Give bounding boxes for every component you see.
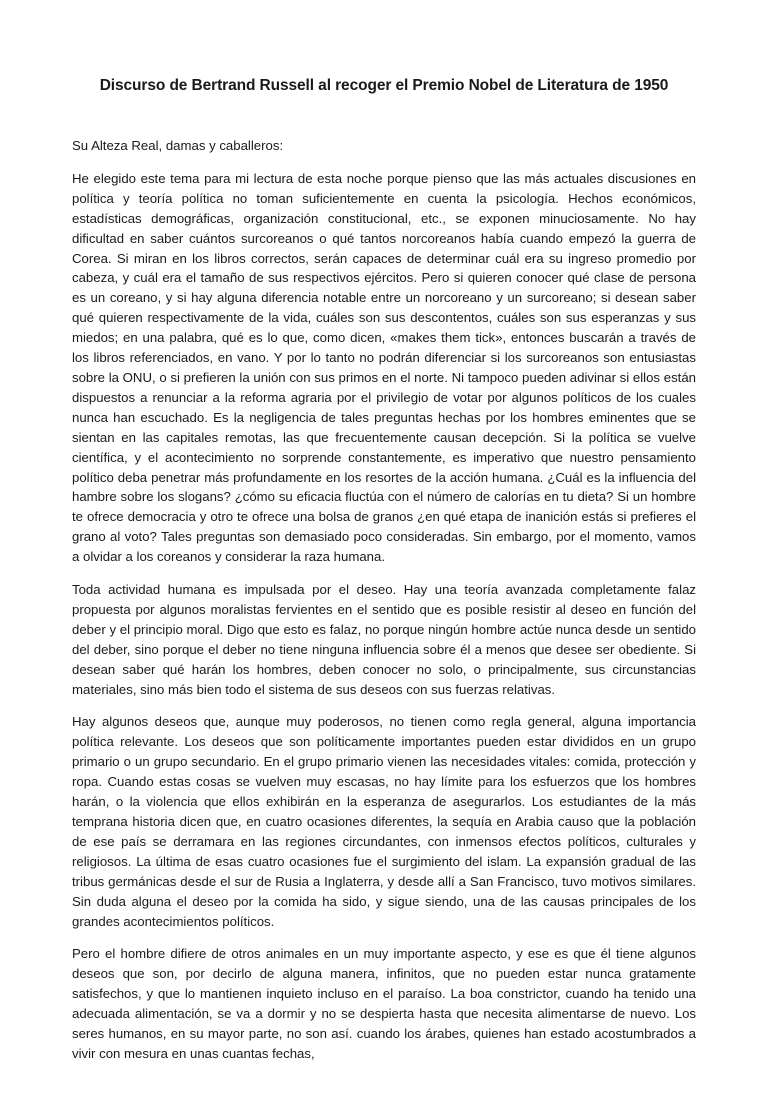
paragraph-2: Toda actividad humana es impulsada por el deseo. Hay una teoría avanzada completamente falaz propuesta por algunos moralistas fervientes en el sentido que es posible resistir al deseo en función del deber y el principio moral. Digo que esto es falaz, no porque ningún hombre actúe nunca desde un sentido del deber, sino porque el deber no tiene ninguna influencia sobre él a menos que desee ser obediente. Si desean saber qué harán los hombres, deben conocer no solo, o principalmente, sus circunstancias materiales, sino más bien todo el sistema de sus deseos con sus fuerzas relativas. bbox=[72, 582, 696, 697]
greeting-line: Su Alteza Real, damas y caballeros: bbox=[72, 138, 284, 153]
document-page bbox=[0, 76, 768, 1100]
paragraph-1: He elegido este tema para mi lectura de esta noche porque pienso que las más actuales discusiones en política y teoría política no toman suficientemente en cuenta la psicología. Hechos económicos, estadísticas demográficas, organización constitucional, etc., se exponen minuciosamente. No hay dificultad en saber cuántos surcoreanos o qué tantos norcoreanos había cuando empezó la guerra de Corea. Si miran en los libros correctos, serán capaces de determinar cuál era su ingreso promedio por cabeza, y cuál era el tamaño de sus respectivos ejércitos. Pero si quieren conocer qué clase de persona es un coreano, y si hay alguna diferencia notable entre un norcoreano y un surcoreano; si desean saber qué quieren respectivamente de la vida, cuáles son sus descontentos, cuáles son sus esperanzas y sus miedos; en una palabra, qué es lo que, como dicen, «makes them tick», entonces buscarán a través de los libros referenciados, en vano. Y por lo tanto no podrán diferenciar si los surcoreanos son entusiastas sobre la ONU, o si prefieren la unión con sus primos en el norte. Ni tampoco pueden adivinar si ellos están dispuestos a renunciar a la reforma agraria por el privilegio de votar por algunos políticos de los cuales nunca han escuchado. Es la negligencia de tales preguntas hechas por los hombres eminentes que se sientan en las capitales remotas, las que frecuentemente causan decepción. Si la política se vuelve científica, y el acontecimiento no sorprende constantemente, es imperativo que nuestro pensamiento político deba penetrar más profundamente en los resortes de la acción humana. ¿Cuál es la influencia del hambre sobre los slogans? ¿cómo su eficacia fluctúa con el número de calorías en tu dieta? Si un hombre te ofrece democracia y otro te ofrece una bolsa de granos ¿en qué etapa de inanición estás si prefieres el grano al voto? Tales preguntas son demasiado poco consideradas. Sin embargo, por el momento, vamos a olvidar a los coreanos y considerar la raza humana. bbox=[72, 170, 696, 565]
document-title: Discurso de Bertrand Russell al recoger el Premio Nobel de Literatura de 1950 bbox=[99, 77, 669, 94]
paragraph-3: Hay algunos deseos que, aunque muy poderosos, no tienen como regla general, alguna importancia política relevante. Los deseos que son políticamente importantes pueden estar divididos en un grupo primario o un grupo secundario. En el grupo primario vienen las necesidades vitales: comida, protección y ropa. Cuando estas cosas se vuelven muy escasas, no hay límite para los esfuerzos que los hombres harán, o la violencia que ellos exhibirán en la esperanza de asegurarlos. Los estudiantes de la más temprana historia dicen que, en cuatro ocasiones diferentes, la sequía en Arabia causo que la población de ese país se derramara en las regiones circundantes, con inmensos efectos políticos, culturales y religiosos. La última de esas cuatro ocasiones fue el surgimiento del islam. La expansión gradual de las tribus germánicas desde el sur de Rusia a Inglaterra, y desde allí a San Francisco, tuvo motivos similares. Sin duda alguna el deseo por la comida ha sido, y sigue siendo, una de las causas principales de los grandes acontecimientos políticos. bbox=[72, 714, 696, 929]
paragraph-4: Pero el hombre difiere de otros animales en un muy importante aspecto, y ese es que él tiene algunos deseos que son, por decirlo de alguna manera, infinitos, que no pueden estar nunca gratamente satisfechos, y que lo mantienen inquieto incluso en el paraíso. La boa constrictor, cuando ha tenido una adecuada alimentación, se va a dormir y no se despierta hasta que necesita alimentarse de nuevo. Los seres humanos, en su mayor parte, no son así. cuando los árabes, quienes han estado acostumbrados a vivir con mesura en unas cuantas fechas, bbox=[72, 946, 696, 1061]
